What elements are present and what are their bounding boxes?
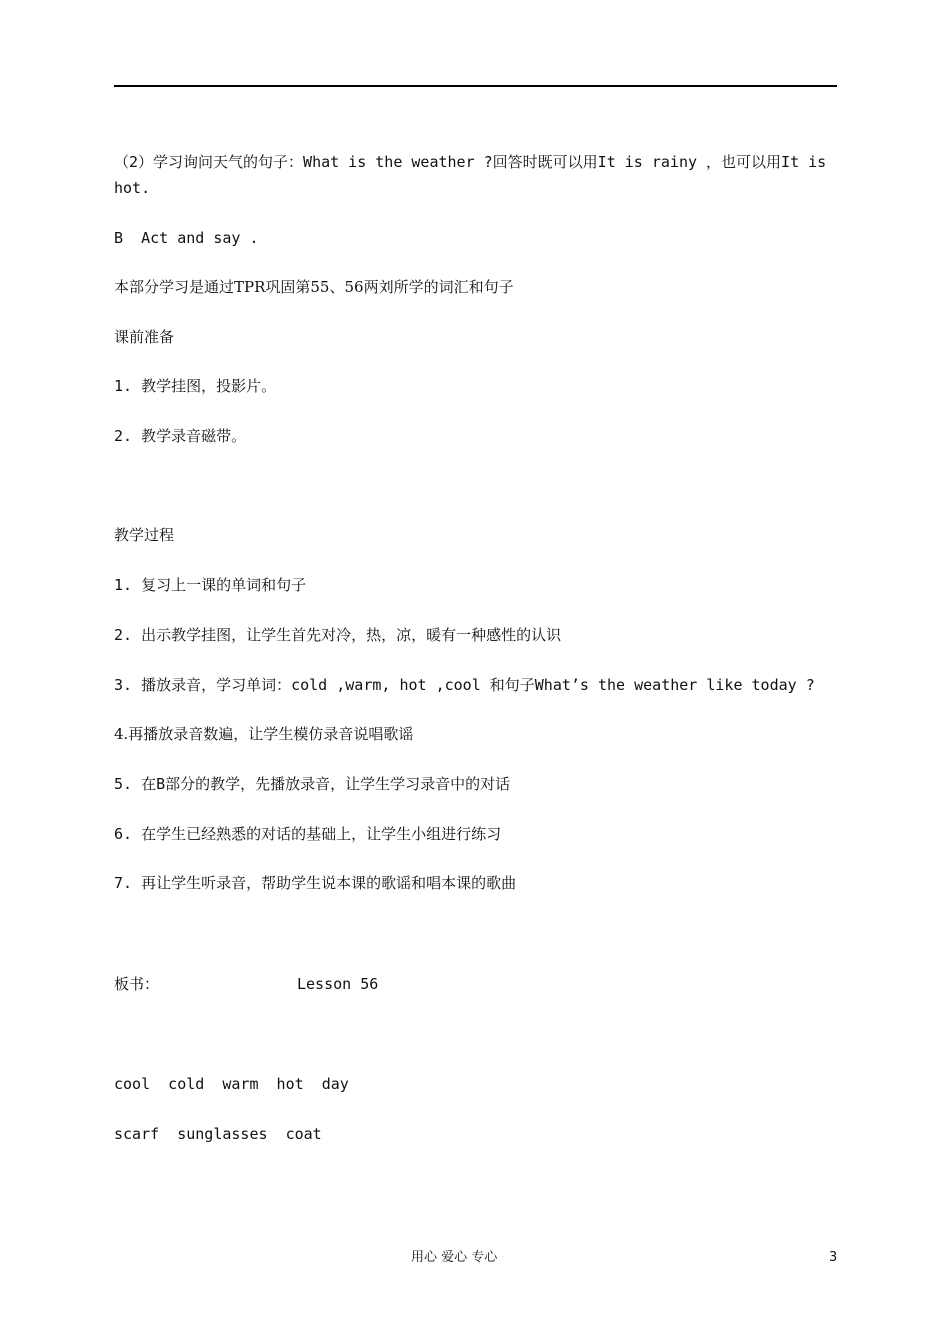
text-line-3: B Act and say .: [114, 229, 259, 247]
section-heading-process: 教学过程: [114, 526, 175, 544]
vocab-line-2: scarf sunglasses coat: [114, 1125, 322, 1143]
list-item: 3. 播放录音，学习单词：cold ,warm, hot ,cool 和句子What’s the weather like today ?: [114, 676, 815, 694]
list-item: 6. 在学生已经熟悉的对话的基础上，让学生小组进行练习: [114, 825, 502, 843]
footer-slogan: 用心 爱心 专心: [411, 1250, 498, 1265]
section-heading-prep: 课前准备: [114, 328, 175, 346]
list-item: 1. 复习上一课的单词和句子: [114, 576, 307, 594]
vocab-line-1: cool cold warm hot day: [114, 1075, 349, 1093]
page-number: 3: [829, 1250, 838, 1265]
board-title: Lesson 56: [297, 975, 379, 993]
text-line-1: （2）学习询问天气的句子：What is the weather ?回答时既可以用It is rainy ，也可以用It is: [114, 153, 827, 171]
text-line-4: 本部分学习是通过TPR巩固第55、56两刘所学的词汇和句子: [114, 278, 514, 296]
list-item: 1. 教学挂图，投影片。: [114, 377, 277, 395]
board-label: 板书：: [114, 975, 160, 993]
header-rule: [114, 85, 837, 87]
list-item: 2. 教学录音磁带。: [114, 427, 247, 445]
list-item: 2. 出示教学挂图，让学生首先对冷，热，凉，暖有一种感性的认识: [114, 626, 562, 644]
list-item: 5. 在B部分的教学，先播放录音，让学生学习录音中的对话: [114, 775, 511, 793]
list-item: 4.再播放录音数遍，让学生模仿录音说唱歌谣: [114, 725, 414, 743]
text-line-2: hot.: [114, 179, 151, 197]
list-item: 7. 再让学生听录音，帮助学生说本课的歌谣和唱本课的歌曲: [114, 874, 517, 892]
